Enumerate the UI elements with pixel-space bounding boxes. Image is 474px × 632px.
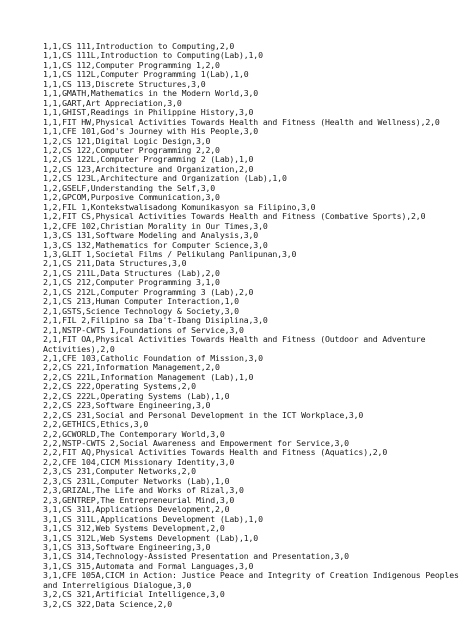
text-line: 1,3,CS 132,Mathematics for Computer Science,3,0 xyxy=(43,239,268,250)
text-line: 2,1,FIL 2,Filipino sa Iba't-Ibang Disiplina,3,0 xyxy=(43,315,268,326)
text-line: 2,3,GRIZAL,The Life and Works of Rizal,3,0 xyxy=(43,485,244,496)
text-line: 2,1,CS 211,Data Structures,3,0 xyxy=(43,258,187,269)
text-line: 1,1,CFE 101,God's Journey with His People,3,0 xyxy=(43,126,259,137)
text-line: 2,2,CS 222,Operating Systems,2,0 xyxy=(43,381,196,392)
text-line: 1,2,CS 123,Architecture and Organization,2,0 xyxy=(43,163,254,174)
text-line: 2,2,FIT AQ,Physical Activities Towards Health and Fitness (Aquatics),2,0 xyxy=(43,447,388,458)
text-line: 2,1,FIT OA,Physical Activities Towards Health and Fitness (Outdoor and Adventure Activities),2,0 xyxy=(43,334,431,354)
text-line: 3,2,CS 322,Data Science,2,0 xyxy=(43,598,173,609)
text-line: 3,1,CS 314,Technology-Assisted Presentation and Presentation,3,0 xyxy=(43,551,349,562)
text-line: 2,1,CS 212,Computer Programming 3,1,0 xyxy=(43,277,220,288)
text-line: 2,3,CS 231,Computer Networks,2,0 xyxy=(43,466,196,477)
text-line: 2,2,CS 222L,Operating Systems (Lab),1,0 xyxy=(43,390,230,401)
text-line: 3,1,CS 313,Software Engineering,3,0 xyxy=(43,542,211,553)
text-line: 1,1,GMATH,Mathematics in the Modern World,3,0 xyxy=(43,88,259,99)
text-line: 2,1,CS 211L,Data Structures (Lab),2,0 xyxy=(43,267,220,278)
text-line: 3,1,CS 312,Web Systems Development,2,0 xyxy=(43,523,225,534)
text-line: 1,3,GLIT 1,Societal Films / Pelikulang Panlipunan,3,0 xyxy=(43,248,297,259)
text-line: 1,1,CS 113,Discrete Structures,3,0 xyxy=(43,78,206,89)
text-line: 1,2,FIL 1,Kontekstwalisadong Komunikasyon sa Filipino,3,0 xyxy=(43,201,316,212)
text-line: 2,3,GENTREP,The Entrepreneurial Mind,3,0 xyxy=(43,494,235,505)
text-line: 2,2,CS 223,Software Engineering,3,0 xyxy=(43,400,211,411)
text-line: 2,2,CS 221L,Information Management (Lab),1,0 xyxy=(43,371,254,382)
text-line: 1,1,FIT HW,Physical Activities Towards Health and Fitness (Health and Wellness),2,0 xyxy=(43,116,440,127)
text-line: 1,1,CS 111L,Introduction to Computing(Lab),1,0 xyxy=(43,50,263,61)
text-line: 1,2,CS 123L,Architecture and Organization (Lab),1,0 xyxy=(43,173,287,184)
text-line: 2,2,GETHICS,Ethics,3,0 xyxy=(43,419,149,430)
text-line: 1,2,CS 122,Computer Programming 2,2,0 xyxy=(43,144,220,155)
text-line: 2,2,CS 231,Social and Personal Development in the ICT Workplace,3,0 xyxy=(43,409,364,420)
text-line: 1,3,CS 131,Software Modeling and Analysis,3,0 xyxy=(43,230,259,241)
text-line: 1,2,CS 121,Digital Logic Design,3,0 xyxy=(43,135,211,146)
text-line: 2,2,GCWORLD,The Contemporary World,3,0 xyxy=(43,428,225,439)
text-line: 3,1,CFE 105A,CICM in Action: Justice Peace and Integrity of Creation Indigenous Peoples and Interreligious Dialogue,3,0 xyxy=(43,570,464,590)
text-line: 1,2,GPCOM,Purposive Communication,3,0 xyxy=(43,192,220,203)
text-line: 1,1,CS 112,Computer Programming 1,2,0 xyxy=(43,59,220,70)
text-line: 1,1,CS 112L,Computer Programming 1(Lab),1,0 xyxy=(43,69,249,80)
text-line: 1,1,GHIST,Readings in Philippine History,3,0 xyxy=(43,107,254,118)
text-line: 2,2,NSTP-CWTS 2,Social Awareness and Empowerment for Service,3,0 xyxy=(43,438,349,449)
document-page xyxy=(43,42,463,609)
text-line: 3,1,CS 312L,Web Systems Development (Lab),1,0 xyxy=(43,532,259,543)
text-line: 2,1,GSTS,Science Technology & Society,3,0 xyxy=(43,305,239,316)
text-line: 2,1,CS 213,Human Computer Interaction,1,0 xyxy=(43,296,239,307)
text-line: 1,2,CS 122L,Computer Programming 2 (Lab),1,0 xyxy=(43,154,254,165)
text-line: 3,2,CS 321,Artificial Intelligence,3,0 xyxy=(43,589,225,600)
text-line: 1,2,FIT CS,Physical Activities Towards Health and Fitness (Combative Sports),2,0 xyxy=(43,211,426,222)
text-line: 2,1,CFE 103,Catholic Foundation of Mission,3,0 xyxy=(43,352,263,363)
text-line: 3,1,CS 315,Automata and Formal Languages,3,0 xyxy=(43,560,254,571)
text-line: 3,1,CS 311,Applications Development,2,0 xyxy=(43,504,230,515)
text-line: 2,2,CS 221,Information Management,2,0 xyxy=(43,362,220,373)
text-line: 2,1,CS 212L,Computer Programming 3 (Lab),2,0 xyxy=(43,286,254,297)
text-line: 2,3,CS 231L,Computer Networks (Lab),1,0 xyxy=(43,475,230,486)
text-line: 1,2,CFE 102,Christian Morality in Our Times,3,0 xyxy=(43,220,268,231)
text-line: 1,1,GART,Art Appreciation,3,0 xyxy=(43,97,182,108)
text-line: 1,1,CS 111,Introduction to Computing,2,0 xyxy=(43,41,235,51)
text-line: 3,1,CS 311L,Applications Development (Lab),1,0 xyxy=(43,513,263,524)
text-line: 2,1,NSTP-CWTS 1,Foundations of Service,3,0 xyxy=(43,324,244,335)
text-line: 1,2,GSELF,Understanding the Self,3,0 xyxy=(43,182,216,193)
text-line: 2,2,CFE 104,CICM Missionary Identity,3,0 xyxy=(43,456,235,467)
